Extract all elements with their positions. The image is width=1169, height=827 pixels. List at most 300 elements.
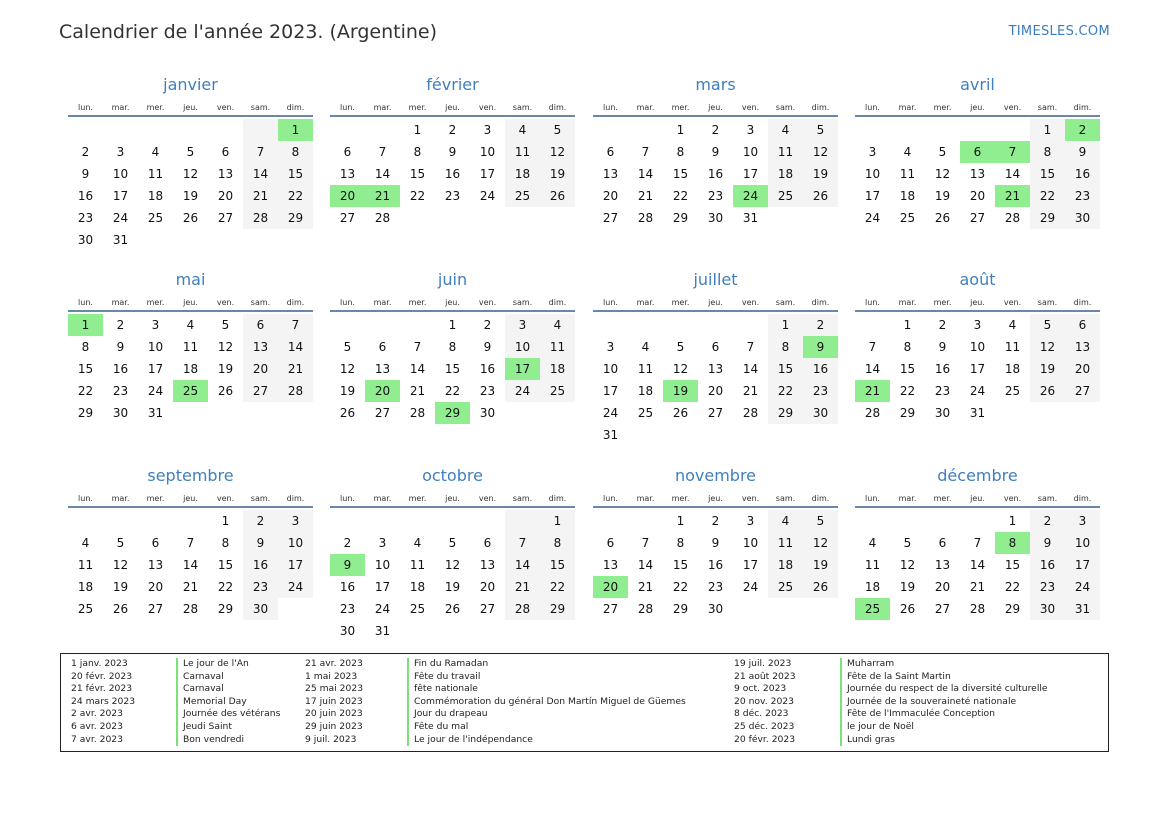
empty-cell [365,119,400,141]
day-cell: 5 [938,145,947,159]
empty-cell [663,424,698,446]
weekday-label: ven. [1003,298,1022,307]
weekend-day-cell: 30 [1030,598,1065,620]
empty-cell [768,424,803,446]
day-cell: 22 [77,384,94,398]
week-row [855,358,1100,380]
weekend-day-cell: 10 [1065,532,1100,554]
day-cell: 5 [186,145,195,159]
weekend-day-cell: 24 [1065,576,1100,598]
weekend-day-cell: 29 [278,207,313,229]
weekend-day-cell: 16 [1065,163,1100,185]
day-cell: 30 [112,406,129,420]
day-cell: 13 [969,167,986,181]
weekend-day-cell: 4 [768,510,803,532]
day-cell: 12 [112,558,129,572]
empty-cell [470,510,505,532]
week-row [593,207,838,229]
day-cell: 22 [672,189,689,203]
day-cell: 9 [711,536,720,550]
week-row [855,532,1100,554]
month-title: février [426,75,479,94]
weekend-day-cell: 19 [803,163,838,185]
weekend-day-cell: 25 [540,380,575,402]
day-cell: 25 [637,406,654,420]
weekend-day-cell: 7 [243,141,278,163]
week-row [68,532,313,554]
weekend-day-cell: 15 [540,554,575,576]
weekend-day-cell: 12 [803,141,838,163]
week-row [593,598,838,620]
month-10 [330,465,575,642]
day-cell: 27 [147,602,164,616]
holiday-name: Carnaval [176,671,224,684]
weekend-day-cell: 30 [243,598,278,620]
weekend-day-cell: 24 [505,380,540,402]
holiday-name: Fête du mal [407,721,468,734]
day-cell: 20 [602,189,619,203]
holiday-name: Muharram [840,658,894,671]
day-cell: 2 [81,145,90,159]
holiday-day-cell: 19 [663,380,698,402]
day-cell: 21 [969,580,986,594]
week-row [330,402,575,424]
weekend-day-cell: 9 [1030,532,1065,554]
holiday-name: Fête du travail [407,671,480,684]
weekday-label: sam. [512,298,533,307]
day-cell: 17 [479,167,496,181]
week-row [68,163,313,185]
day-cell: 27 [217,211,234,225]
weekday-label: sam. [775,103,796,112]
empty-cell [628,314,663,336]
day-cell: 26 [444,602,461,616]
week-row [330,576,575,598]
holiday-day-cell: 9 [803,336,838,358]
day-cell: 1 [448,318,457,332]
day-cell: 18 [182,362,199,376]
month-8 [855,269,1100,424]
day-cell: 28 [864,406,881,420]
holiday-date: 20 nov. 2023 [734,695,795,707]
empty-cell [505,402,540,424]
weekend-day-cell: 29 [1030,207,1065,229]
day-cell: 18 [637,384,654,398]
holiday-day-cell: 29 [435,402,470,424]
day-cell: 11 [899,167,916,181]
weekday-label: sam. [250,298,271,307]
weekend-day-cell: 9 [1065,141,1100,163]
day-cell: 17 [602,384,619,398]
empty-cell [138,510,173,532]
weekend-day-cell: 23 [1065,185,1100,207]
weekday-label: jeu. [708,298,723,307]
weekend-day-cell: 28 [505,598,540,620]
holiday-day-cell: 1 [278,119,313,141]
week-row [593,576,838,598]
weekday-label: mar. [898,298,917,307]
weekend-day-cell: 26 [540,185,575,207]
day-cell: 25 [147,211,164,225]
weekday-label: mer. [933,298,952,307]
empty-cell [733,314,768,336]
week-row [593,358,838,380]
day-cell: 13 [479,558,496,572]
weekday-label: ven. [478,494,497,503]
day-cell: 31 [969,406,986,420]
weekday-label: mar. [111,494,130,503]
empty-cell [208,229,243,251]
week-row [330,598,575,620]
empty-cell [855,314,890,336]
weekday-header [593,96,838,117]
holiday-date: 1 janv. 2023 [71,658,128,669]
empty-cell [243,229,278,251]
week-row [593,314,838,336]
week-row [593,380,838,402]
holiday-day-cell: 24 [733,185,768,207]
day-cell: 18 [899,189,916,203]
day-cell: 31 [374,624,391,638]
weekend-day-cell: 3 [278,510,313,532]
weekday-label: mar. [111,103,130,112]
holiday-name: Fête de la Saint Martin [840,671,951,684]
holiday-day-cell: 9 [330,554,365,576]
day-cell: 7 [413,340,422,354]
week-row [855,185,1100,207]
weekend-day-cell: 8 [768,336,803,358]
holiday-day-cell: 17 [505,358,540,380]
empty-cell [593,119,628,141]
empty-cell [540,620,575,642]
day-cell: 16 [444,167,461,181]
month-title: avril [960,75,995,94]
day-cell: 11 [147,167,164,181]
day-cell: 31 [112,233,129,247]
day-cell: 29 [77,406,94,420]
weekend-day-cell: 25 [768,185,803,207]
holiday-date: 29 juin 2023 [305,720,363,732]
weekday-label: dim. [286,103,305,112]
weekend-day-cell: 19 [1030,358,1065,380]
holiday-name: Fête de l'Immaculée Conception [840,708,995,721]
weekday-label: lun. [340,103,355,112]
weekday-label: ven. [478,103,497,112]
weekend-day-cell: 20 [243,358,278,380]
weekday-label: ven. [216,103,235,112]
weekend-day-cell: 24 [278,576,313,598]
weekend-day-cell: 7 [278,314,313,336]
weekend-day-cell: 11 [505,141,540,163]
weekday-label: jeu. [708,103,723,112]
day-cell: 10 [864,167,881,181]
day-cell: 22 [409,189,426,203]
holiday-date: 24 mars 2023 [71,695,136,707]
empty-cell [995,402,1030,424]
day-cell: 27 [707,406,724,420]
holiday-date: 1 mai 2023 [305,670,358,682]
empty-cell [540,402,575,424]
weekend-day-cell: 30 [1065,207,1100,229]
weekday-label: mar. [111,298,130,307]
weekday-label: mar. [373,494,392,503]
day-cell: 28 [409,406,426,420]
day-cell: 6 [151,536,160,550]
day-cell: 15 [444,362,461,376]
day-cell: 27 [602,211,619,225]
day-cell: 2 [448,123,457,137]
day-cell: 15 [217,558,234,572]
weekday-label: mar. [898,103,917,112]
day-cell: 3 [378,536,387,550]
day-cell: 3 [746,514,755,528]
day-cell: 6 [221,145,230,159]
day-cell: 24 [147,384,164,398]
day-cell: 3 [868,145,877,159]
weekend-day-cell: 29 [768,402,803,424]
weekday-label: lun. [340,494,355,503]
day-cell: 23 [77,211,94,225]
holiday-name: Journée du respect de la diversité culturelle [840,683,1048,696]
empty-cell [365,314,400,336]
day-cell: 2 [116,318,125,332]
weekday-label: jeu. [970,298,985,307]
weekday-label: sam. [775,494,796,503]
empty-cell [365,510,400,532]
day-cell: 8 [903,340,912,354]
weekend-day-cell: 15 [768,358,803,380]
weekday-label: lun. [78,494,93,503]
weekday-label: jeu. [445,298,460,307]
day-cell: 3 [973,318,982,332]
day-cell: 7 [973,536,982,550]
holiday-name: Lundi gras [840,734,895,747]
week-row [330,380,575,402]
weekday-label: dim. [811,103,830,112]
week-row [68,402,313,424]
day-cell: 12 [339,362,356,376]
weekday-label: mar. [636,494,655,503]
day-cell: 24 [479,189,496,203]
empty-cell [435,620,470,642]
day-cell: 30 [707,211,724,225]
day-cell: 17 [374,580,391,594]
weekend-day-cell: 11 [768,141,803,163]
weekday-label: jeu. [183,298,198,307]
week-row [855,554,1100,576]
day-cell: 7 [868,340,877,354]
day-cell: 5 [448,536,457,550]
empty-cell [925,119,960,141]
weekday-header [593,487,838,508]
weekday-label: mar. [636,298,655,307]
weekday-label: ven. [216,298,235,307]
weekday-label: lun. [78,103,93,112]
weekday-label: lun. [603,494,618,503]
day-cell: 23 [707,189,724,203]
day-cell: 26 [112,602,129,616]
month-title: octobre [422,466,483,485]
day-cell: 14 [742,362,759,376]
day-cell: 5 [343,340,352,354]
empty-cell [505,207,540,229]
weekend-day-cell: 31 [1065,598,1100,620]
empty-cell [768,207,803,229]
weekend-day-cell: 25 [505,185,540,207]
day-cell: 17 [969,362,986,376]
day-cell: 13 [934,558,951,572]
weekend-day-cell: 6 [1065,314,1100,336]
day-cell: 6 [378,340,387,354]
weekend-day-cell: 10 [278,532,313,554]
weekday-label: dim. [1073,494,1092,503]
day-cell: 14 [182,558,199,572]
weekend-day-cell: 16 [243,554,278,576]
week-row [593,119,838,141]
holiday-name: Bon vendredi [176,734,244,747]
day-cell: 16 [479,362,496,376]
day-cell: 13 [602,167,619,181]
day-cell: 18 [864,580,881,594]
day-cell: 7 [378,145,387,159]
day-cell: 30 [77,233,94,247]
holiday-day-cell: 7 [995,141,1030,163]
weekday-label: jeu. [445,494,460,503]
weekend-day-cell: 5 [1030,314,1065,336]
empty-cell [103,510,138,532]
day-cell: 18 [409,580,426,594]
week-row [593,402,838,424]
day-cell: 19 [444,580,461,594]
weekend-day-cell: 27 [1065,380,1100,402]
day-cell: 16 [707,167,724,181]
day-cell: 20 [707,384,724,398]
empty-cell [330,510,365,532]
weekend-day-cell: 5 [803,510,838,532]
day-cell: 19 [339,384,356,398]
weekday-label: mer. [408,298,427,307]
holiday-name: Memorial Day [176,696,247,709]
day-cell: 28 [374,211,391,225]
day-cell: 7 [186,536,195,550]
weekday-label: mer. [671,103,690,112]
empty-cell [995,119,1030,141]
month-5 [68,269,313,424]
weekday-header [593,291,838,312]
day-cell: 12 [444,558,461,572]
day-cell: 4 [186,318,195,332]
weekend-day-cell: 15 [1030,163,1065,185]
weekend-day-cell: 6 [243,314,278,336]
holiday-name: Jeudi Saint [176,721,232,734]
day-cell: 17 [112,189,129,203]
day-cell: 11 [182,340,199,354]
day-cell: 10 [112,167,129,181]
day-cell: 8 [676,145,685,159]
weekday-label: lun. [865,494,880,503]
weekday-label: mer. [933,103,952,112]
day-cell: 28 [969,602,986,616]
day-cell: 8 [221,536,230,550]
day-cell: 27 [969,211,986,225]
weekday-label: jeu. [183,103,198,112]
weekday-label: sam. [250,494,271,503]
empty-cell [925,510,960,532]
day-cell: 17 [742,167,759,181]
holiday-name: Le jour de l'indépendance [407,734,533,747]
weekday-header [68,96,313,117]
day-cell: 22 [1004,580,1021,594]
month-title: juin [437,270,468,289]
holiday-name: Jour du drapeau [407,708,488,721]
day-cell: 5 [676,340,685,354]
day-cell: 19 [934,189,951,203]
weekday-label: dim. [548,103,567,112]
week-row [68,380,313,402]
day-cell: 21 [742,384,759,398]
weekend-day-cell: 17 [1065,554,1100,576]
day-cell: 12 [182,167,199,181]
weekday-label: mar. [373,298,392,307]
weekend-day-cell: 3 [505,314,540,336]
weekend-day-cell: 8 [540,532,575,554]
day-cell: 23 [444,189,461,203]
day-cell: 17 [864,189,881,203]
page-title: Calendrier de l'année 2023. (Argentine) [59,21,438,43]
day-cell: 3 [116,145,125,159]
day-cell: 22 [217,580,234,594]
day-cell: 13 [147,558,164,572]
holiday-date: 21 févr. 2023 [71,683,133,695]
day-cell: 8 [413,145,422,159]
day-cell: 4 [81,536,90,550]
day-cell: 14 [374,167,391,181]
brand-link[interactable]: TIMESLES.COM [1008,24,1110,39]
empty-cell [173,402,208,424]
weekday-label: dim. [548,298,567,307]
holiday-name: Le jour de l'An [176,658,249,671]
empty-cell [803,424,838,446]
week-row [68,207,313,229]
week-row [330,532,575,554]
weekend-day-cell: 5 [803,119,838,141]
weekday-label: ven. [1003,103,1022,112]
holiday-name: Commémoration du général Don Martín Miguel de Güemes [407,696,686,709]
empty-cell [540,207,575,229]
day-cell: 11 [409,558,426,572]
weekday-label: jeu. [183,494,198,503]
month-title: mars [695,75,736,94]
weekend-day-cell: 12 [1030,336,1065,358]
empty-cell [208,119,243,141]
weekend-day-cell: 13 [243,336,278,358]
day-cell: 28 [742,406,759,420]
weekend-day-cell: 25 [768,576,803,598]
day-cell: 10 [479,145,496,159]
weekend-day-cell: 16 [803,358,838,380]
day-cell: 5 [903,536,912,550]
weekday-label: mer. [933,494,952,503]
day-cell: 28 [637,602,654,616]
week-row [330,358,575,380]
day-cell: 1 [676,123,685,137]
day-cell: 12 [934,167,951,181]
month-title: mai [175,270,206,289]
weekday-label: mer. [408,103,427,112]
day-cell: 22 [899,384,916,398]
day-cell: 10 [742,145,759,159]
empty-cell [400,314,435,336]
